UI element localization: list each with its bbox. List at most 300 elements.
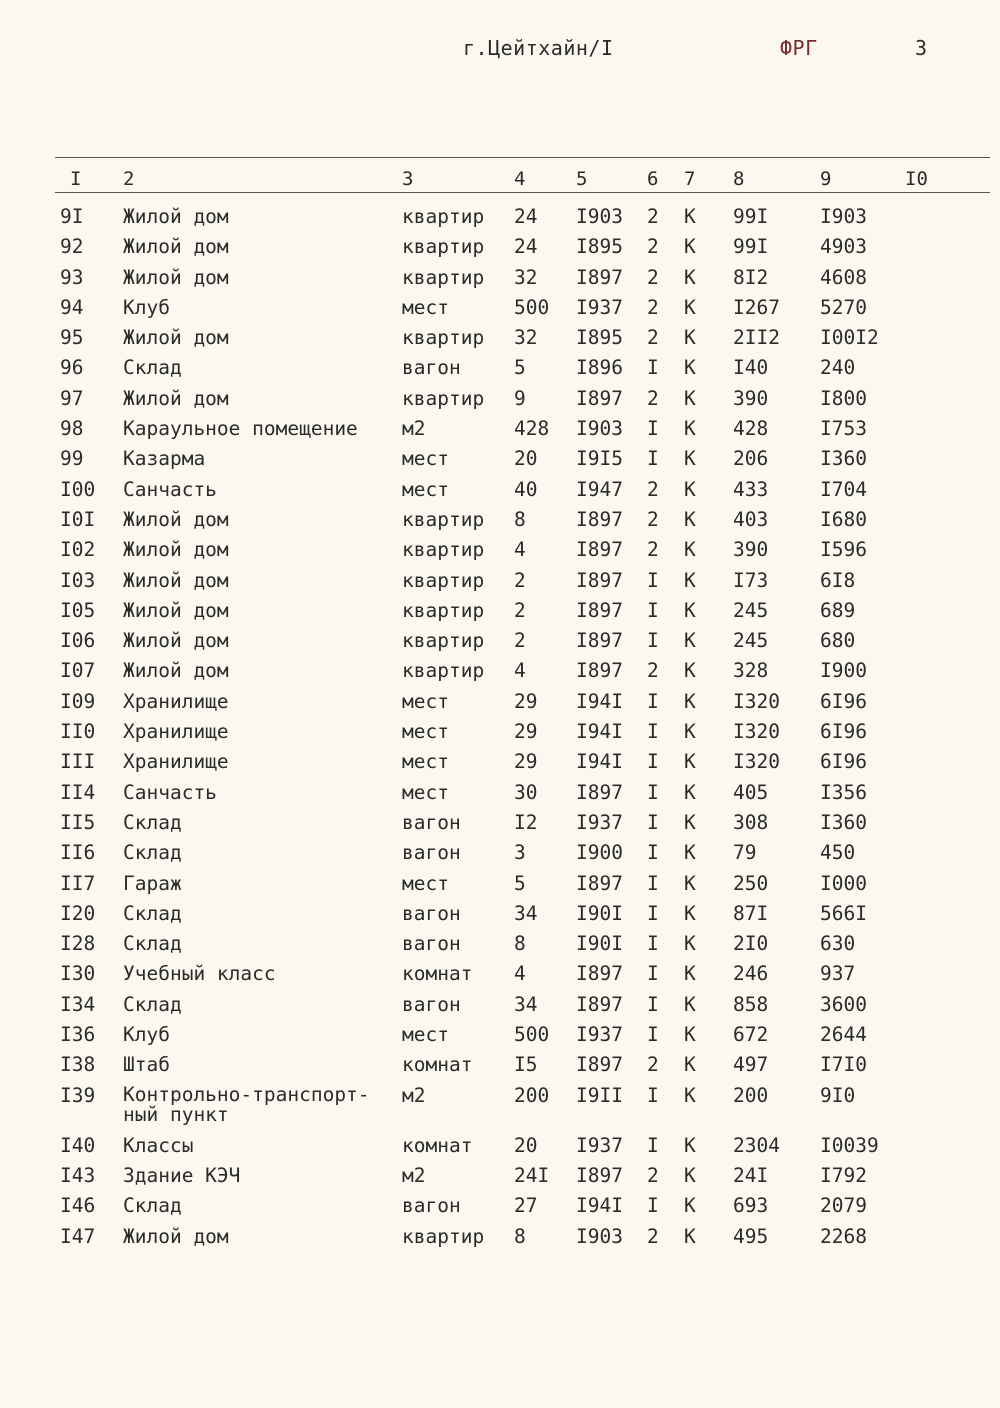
unit: м2 <box>402 1083 426 1107</box>
quantity: 24I <box>514 1163 550 1187</box>
column-8-value: I320 <box>733 720 780 744</box>
year-built: I897 <box>576 265 623 289</box>
column-8-value: 390 <box>733 538 769 562</box>
unit: комнат <box>402 1053 473 1077</box>
column-6-value: I <box>647 871 659 895</box>
column-9-value: 5270 <box>820 295 867 319</box>
quantity: 32 <box>514 265 538 289</box>
unit: мест <box>402 780 449 804</box>
object-name: Казарма <box>123 447 206 471</box>
column-9-value: I7I0 <box>820 1053 867 1077</box>
column-8-value: 433 <box>733 477 769 501</box>
table-row <box>0 479 1000 509</box>
quantity: 2 <box>514 568 526 592</box>
page-number: 3 <box>915 36 928 60</box>
column-7-value: К <box>684 205 696 228</box>
table-row <box>0 297 1000 327</box>
column-8-value: 246 <box>733 962 769 986</box>
table-row <box>0 1054 1000 1084</box>
column-8-value: 672 <box>733 1023 769 1047</box>
quantity: 34 <box>514 901 538 925</box>
row-number: 97 <box>60 386 84 410</box>
row-number: I40 <box>60 1133 96 1157</box>
column-7-value: К <box>684 477 696 501</box>
table-row <box>0 600 1000 630</box>
table-row <box>0 236 1000 266</box>
year-built: I94I <box>576 1194 623 1218</box>
object-name: Учебный класс <box>123 962 276 986</box>
table-row <box>0 570 1000 600</box>
column-6-value: I <box>647 720 659 744</box>
column-7-value: К <box>684 780 696 804</box>
row-number: I36 <box>60 1023 96 1047</box>
column-6-value: I <box>647 810 659 834</box>
column-6-value: I <box>647 447 659 471</box>
column-6-value: I <box>647 598 659 622</box>
column-8-value: 250 <box>733 871 769 895</box>
column-7-value: К <box>684 1053 696 1077</box>
column-9-value: I596 <box>820 538 867 562</box>
year-built: I900 <box>576 841 623 865</box>
table-row <box>0 388 1000 418</box>
quantity: 4 <box>514 659 526 683</box>
table-row <box>0 1135 1000 1165</box>
year-built: I937 <box>576 810 623 834</box>
unit: квартир <box>402 265 485 289</box>
column-6-value: I <box>647 417 659 441</box>
table-row <box>0 994 1000 1024</box>
column-8-value: 858 <box>733 992 769 1016</box>
quantity: 24 <box>514 205 538 228</box>
quantity: I5 <box>514 1053 538 1077</box>
column-8-value: 99I <box>733 205 769 228</box>
table-header-rule <box>55 192 990 193</box>
column-6-value: I <box>647 992 659 1016</box>
object-name: Жилой дом <box>123 265 229 289</box>
quantity: 428 <box>514 417 550 441</box>
year-built: I897 <box>576 568 623 592</box>
column-6-value: I <box>647 689 659 713</box>
column-7-value: К <box>684 659 696 683</box>
column-6-value: 2 <box>647 205 659 228</box>
column-9-value: 4903 <box>820 235 867 259</box>
year-built: I94I <box>576 689 623 713</box>
year-built: I90I <box>576 932 623 956</box>
column-6-value: 2 <box>647 659 659 683</box>
column-number: 8 <box>733 168 745 190</box>
row-number: II7 <box>60 871 96 895</box>
quantity: 4 <box>514 538 526 562</box>
row-number: I20 <box>60 901 96 925</box>
column-9-value: 6I96 <box>820 750 867 774</box>
quantity: 5 <box>514 871 526 895</box>
column-7-value: К <box>684 386 696 410</box>
column-8-value: 2II2 <box>733 326 780 350</box>
quantity: 29 <box>514 720 538 744</box>
table-row <box>0 206 1000 236</box>
year-built: I897 <box>576 1163 623 1187</box>
column-8-value: I267 <box>733 295 780 319</box>
object-name: Жилой дом <box>123 386 229 410</box>
column-9-value: I903 <box>820 205 867 228</box>
column-7-value: К <box>684 901 696 925</box>
unit: мест <box>402 1023 449 1047</box>
column-9-value: I0039 <box>820 1133 879 1157</box>
unit: вагон <box>402 356 461 380</box>
unit: мест <box>402 720 449 744</box>
year-built: I897 <box>576 780 623 804</box>
column-6-value: I <box>647 568 659 592</box>
column-9-value: 9I0 <box>820 1083 856 1107</box>
column-9-value: I792 <box>820 1163 867 1187</box>
object-name: Жилой дом <box>123 205 229 228</box>
object-name: Склад <box>123 992 182 1016</box>
table-row <box>0 751 1000 781</box>
table-row <box>0 903 1000 933</box>
column-6-value: 2 <box>647 1224 659 1248</box>
table-row <box>0 630 1000 660</box>
column-6-value: I <box>647 1083 659 1107</box>
column-8-value: 403 <box>733 507 769 531</box>
column-8-value: 2I0 <box>733 932 769 956</box>
quantity: 8 <box>514 1224 526 1248</box>
quantity: 32 <box>514 326 538 350</box>
year-built: I9II <box>576 1083 623 1107</box>
column-7-value: К <box>684 689 696 713</box>
year-built: I937 <box>576 1133 623 1157</box>
year-built: I895 <box>576 235 623 259</box>
year-built: I897 <box>576 598 623 622</box>
table-row <box>0 1195 1000 1225</box>
table-row <box>0 357 1000 387</box>
column-7-value: К <box>684 507 696 531</box>
column-6-value: I <box>647 356 659 380</box>
column-8-value: 405 <box>733 780 769 804</box>
object-name: Хранилище <box>123 750 229 774</box>
column-number-row <box>0 168 1000 192</box>
column-7-value: К <box>684 568 696 592</box>
column-9-value: 630 <box>820 932 856 956</box>
year-built: I937 <box>576 295 623 319</box>
object-name: Жилой дом <box>123 538 229 562</box>
quantity: 27 <box>514 1194 538 1218</box>
column-9-value: 450 <box>820 841 856 865</box>
row-number: 93 <box>60 265 84 289</box>
column-8-value: 87I <box>733 901 769 925</box>
row-number: II5 <box>60 810 96 834</box>
column-9-value: 566I <box>820 901 867 925</box>
quantity: 5 <box>514 356 526 380</box>
quantity: 500 <box>514 295 550 319</box>
column-7-value: К <box>684 1194 696 1218</box>
table-top-rule <box>55 157 990 158</box>
object-name: Жилой дом <box>123 598 229 622</box>
column-6-value: I <box>647 750 659 774</box>
column-9-value: 6I96 <box>820 689 867 713</box>
column-8-value: 245 <box>733 629 769 653</box>
row-number: 94 <box>60 295 84 319</box>
unit: вагон <box>402 932 461 956</box>
unit: квартир <box>402 598 485 622</box>
header-country: ФРГ <box>780 36 818 60</box>
unit: вагон <box>402 901 461 925</box>
column-9-value: I753 <box>820 417 867 441</box>
year-built: I947 <box>576 477 623 501</box>
table-row <box>0 448 1000 478</box>
column-9-value: 2644 <box>820 1023 867 1047</box>
year-built: I895 <box>576 326 623 350</box>
quantity: 20 <box>514 447 538 471</box>
column-8-value: I73 <box>733 568 769 592</box>
row-number: 96 <box>60 356 84 380</box>
year-built: I90I <box>576 901 623 925</box>
column-9-value: 2268 <box>820 1224 867 1248</box>
table-row <box>0 691 1000 721</box>
column-7-value: К <box>684 962 696 986</box>
object-name: Санчасть <box>123 477 217 501</box>
object-name: Караульное помещение <box>123 417 358 441</box>
column-8-value: 245 <box>733 598 769 622</box>
table-row <box>0 660 1000 690</box>
quantity: 40 <box>514 477 538 501</box>
object-name: Жилой дом <box>123 326 229 350</box>
column-7-value: К <box>684 1163 696 1187</box>
quantity: 8 <box>514 932 526 956</box>
column-6-value: I <box>647 780 659 804</box>
unit: вагон <box>402 1194 461 1218</box>
unit: квартир <box>402 386 485 410</box>
row-number: I0I <box>60 507 96 531</box>
year-built: I897 <box>576 386 623 410</box>
column-6-value: 2 <box>647 1053 659 1077</box>
column-8-value: 2304 <box>733 1133 780 1157</box>
object-name: Клуб <box>123 295 170 319</box>
table-row <box>0 963 1000 993</box>
column-9-value: 689 <box>820 598 856 622</box>
year-built: I903 <box>576 1224 623 1248</box>
object-name: Клуб <box>123 1023 170 1047</box>
object-name: Жилой дом <box>123 568 229 592</box>
column-7-value: К <box>684 932 696 956</box>
quantity: 500 <box>514 1023 550 1047</box>
column-9-value: 6I96 <box>820 720 867 744</box>
column-8-value: 495 <box>733 1224 769 1248</box>
year-built: I897 <box>576 629 623 653</box>
column-9-value: I680 <box>820 507 867 531</box>
year-built: I897 <box>576 659 623 683</box>
table-row <box>0 1024 1000 1054</box>
row-number: II6 <box>60 841 96 865</box>
column-9-value: 240 <box>820 356 856 380</box>
row-number: I07 <box>60 659 96 683</box>
unit: мест <box>402 295 449 319</box>
column-6-value: 2 <box>647 477 659 501</box>
column-6-value: I <box>647 1194 659 1218</box>
unit: мест <box>402 447 449 471</box>
column-9-value: I704 <box>820 477 867 501</box>
row-number: I00 <box>60 477 96 501</box>
quantity: I2 <box>514 810 538 834</box>
column-9-value: 4608 <box>820 265 867 289</box>
row-number: I28 <box>60 932 96 956</box>
column-number: 4 <box>514 168 526 190</box>
object-name: Санчасть <box>123 780 217 804</box>
year-built: I897 <box>576 507 623 531</box>
column-9-value: 3600 <box>820 992 867 1016</box>
object-name: Классы <box>123 1133 194 1157</box>
column-6-value: 2 <box>647 507 659 531</box>
object-name: Здание КЭЧ <box>123 1163 241 1187</box>
column-7-value: К <box>684 598 696 622</box>
column-7-value: К <box>684 447 696 471</box>
object-name: Гараж <box>123 871 182 895</box>
column-8-value: 308 <box>733 810 769 834</box>
column-number: 6 <box>647 168 659 190</box>
year-built: I897 <box>576 1053 623 1077</box>
unit: мест <box>402 689 449 713</box>
row-number: III <box>60 750 96 774</box>
column-number: 3 <box>402 168 414 190</box>
year-built: I897 <box>576 871 623 895</box>
column-6-value: I <box>647 932 659 956</box>
object-name: Склад <box>123 901 182 925</box>
table-row <box>0 1226 1000 1256</box>
unit: квартир <box>402 538 485 562</box>
quantity: 29 <box>514 750 538 774</box>
quantity: 29 <box>514 689 538 713</box>
table-row <box>0 782 1000 812</box>
column-6-value: 2 <box>647 538 659 562</box>
object-name: Жилой дом <box>123 235 229 259</box>
column-8-value: 200 <box>733 1083 769 1107</box>
year-built: I897 <box>576 538 623 562</box>
row-number: I47 <box>60 1224 96 1248</box>
row-number: II0 <box>60 720 96 744</box>
column-6-value: I <box>647 962 659 986</box>
row-number: I30 <box>60 962 96 986</box>
column-6-value: 2 <box>647 265 659 289</box>
object-name: Склад <box>123 841 182 865</box>
year-built: I897 <box>576 992 623 1016</box>
column-8-value: 24I <box>733 1163 769 1187</box>
column-6-value: I <box>647 1133 659 1157</box>
column-9-value: 2079 <box>820 1194 867 1218</box>
unit: вагон <box>402 992 461 1016</box>
table-row <box>0 267 1000 297</box>
row-number: I05 <box>60 598 96 622</box>
column-7-value: К <box>684 720 696 744</box>
column-8-value: 390 <box>733 386 769 410</box>
object-name: Склад <box>123 932 182 956</box>
column-number: 5 <box>576 168 588 190</box>
object-name: Жилой дом <box>123 1224 229 1248</box>
year-built: I903 <box>576 417 623 441</box>
unit: м2 <box>402 1163 426 1187</box>
column-6-value: I <box>647 841 659 865</box>
unit: вагон <box>402 841 461 865</box>
object-name: Склад <box>123 810 182 834</box>
column-number: I <box>70 168 82 190</box>
column-number: 2 <box>123 168 135 190</box>
quantity: 2 <box>514 598 526 622</box>
column-number: 7 <box>684 168 696 190</box>
column-9-value: I360 <box>820 447 867 471</box>
table-row <box>0 509 1000 539</box>
table-row <box>0 327 1000 357</box>
unit: квартир <box>402 326 485 350</box>
unit: м2 <box>402 417 426 441</box>
year-built: I94I <box>576 750 623 774</box>
column-6-value: I <box>647 1023 659 1047</box>
row-number: I06 <box>60 629 96 653</box>
column-6-value: I <box>647 629 659 653</box>
column-8-value: 99I <box>733 235 769 259</box>
quantity: 30 <box>514 780 538 804</box>
object-name: Склад <box>123 356 182 380</box>
column-7-value: К <box>684 417 696 441</box>
table-row <box>0 721 1000 751</box>
column-7-value: К <box>684 538 696 562</box>
column-8-value: 206 <box>733 447 769 471</box>
quantity: 3 <box>514 841 526 865</box>
column-8-value: 328 <box>733 659 769 683</box>
column-8-value: I320 <box>733 689 780 713</box>
year-built: I903 <box>576 205 623 228</box>
quantity: 20 <box>514 1133 538 1157</box>
table-row <box>0 1165 1000 1195</box>
object-name: Хранилище <box>123 720 229 744</box>
object-name: Контрольно-транспорт- ный пункт <box>123 1082 370 1126</box>
unit: мест <box>402 871 449 895</box>
table-row <box>0 539 1000 569</box>
column-9-value: I900 <box>820 659 867 683</box>
column-7-value: К <box>684 1023 696 1047</box>
table-row <box>0 1082 1000 1135</box>
column-9-value: I00I2 <box>820 326 879 350</box>
year-built: I896 <box>576 356 623 380</box>
unit: квартир <box>402 235 485 259</box>
column-7-value: К <box>684 326 696 350</box>
column-7-value: К <box>684 295 696 319</box>
column-6-value: 2 <box>647 326 659 350</box>
object-name: Жилой дом <box>123 629 229 653</box>
unit: вагон <box>402 810 461 834</box>
unit: квартир <box>402 568 485 592</box>
unit: мест <box>402 750 449 774</box>
row-number: I39 <box>60 1083 96 1107</box>
column-7-value: К <box>684 629 696 653</box>
column-8-value: 497 <box>733 1053 769 1077</box>
column-7-value: К <box>684 871 696 895</box>
table-row <box>0 842 1000 872</box>
unit: квартир <box>402 205 485 228</box>
column-6-value: 2 <box>647 295 659 319</box>
column-7-value: К <box>684 235 696 259</box>
row-number: 98 <box>60 417 84 441</box>
row-number: I02 <box>60 538 96 562</box>
table-body <box>0 206 1000 1256</box>
column-number: 9 <box>820 168 832 190</box>
year-built: I937 <box>576 1023 623 1047</box>
column-7-value: К <box>684 265 696 289</box>
column-7-value: К <box>684 356 696 380</box>
column-8-value: I40 <box>733 356 769 380</box>
row-number: I43 <box>60 1163 96 1187</box>
table-row <box>0 418 1000 448</box>
column-8-value: I320 <box>733 750 780 774</box>
row-number: I34 <box>60 992 96 1016</box>
year-built: I9I5 <box>576 447 623 471</box>
